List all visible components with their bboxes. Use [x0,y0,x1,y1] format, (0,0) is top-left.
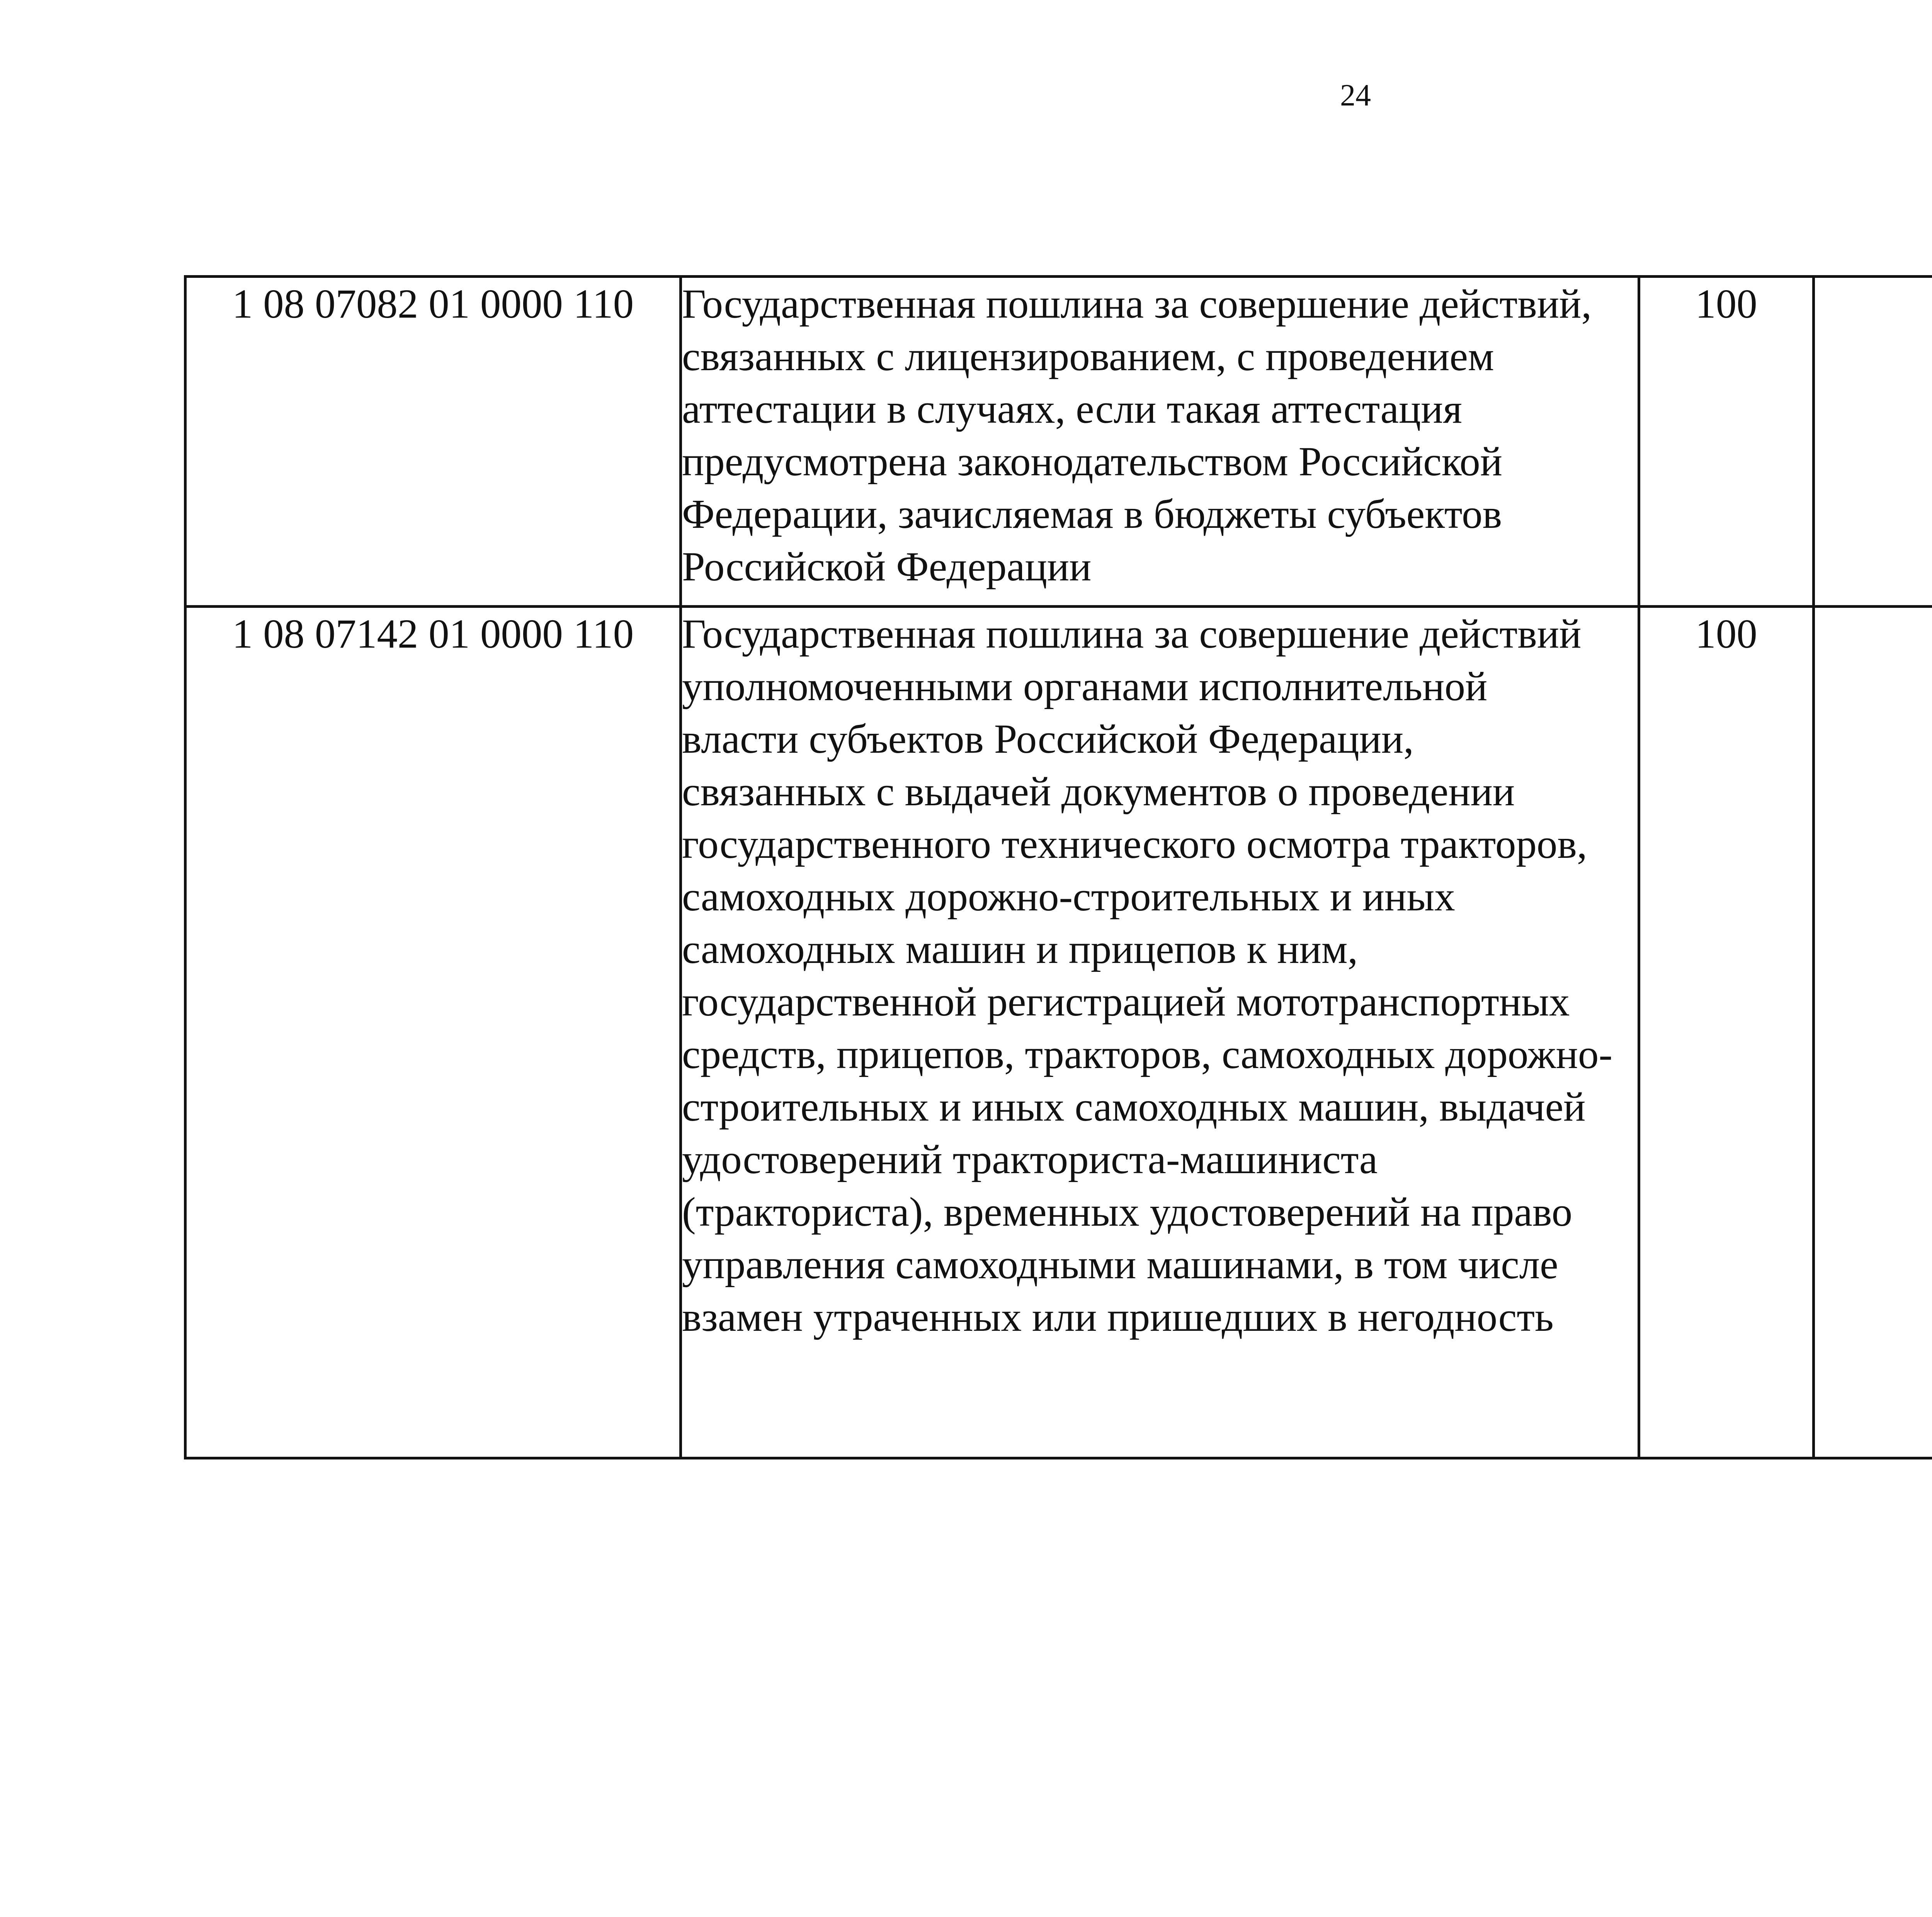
description-line: Государственная пошлина за совершение действий [682,611,1582,657]
description-line: Государственная пошлина за совершение действий, [682,281,1592,327]
description-line: строительных и иных самоходных машин, выдачей [682,1084,1586,1130]
budget-code-cell: 1 08 07082 01 0000 110 [185,277,681,607]
description-line: связанных с выдачей документов о проведении [682,769,1515,815]
description-line: (тракториста), временных удостоверений на право [682,1189,1573,1235]
description-line: Федерации, зачисляемая в бюджеты субъектов [682,492,1502,537]
description-line: удостоверений тракториста-машиниста [682,1137,1378,1182]
description-cell [681,277,1639,607]
value-cell: 100 [1639,277,1814,607]
description-line: самоходных машин и прицепов к ним, [682,927,1358,972]
description-line: государственного технического осмотра тракторов, [682,822,1587,867]
description-line: власти субъектов Российской Федерации, [682,716,1414,762]
description-line: связанных с лицензированием, с проведением [682,334,1494,379]
budget-code-cell: 1 08 07142 01 0000 110 [185,607,681,1458]
table-row [185,607,1932,1458]
description-cell [681,607,1639,1458]
empty-cell [1814,277,1932,607]
table-row [185,277,1932,607]
description-line: уполномоченными органами исполнительной [682,664,1488,709]
description-line: самоходных дорожно-строительных и иных [682,874,1455,920]
description-line: государственной регистрацией мототранспортных [682,979,1570,1025]
description-line: аттестации в случаях, если такая аттестация [682,386,1462,432]
description-line: предусмотрена законодательством Российской [682,439,1503,485]
page-number: 24 [1340,78,1371,112]
description-line: взамен утраченных или пришедших в негодность [682,1294,1554,1340]
description-line: средств, прицепов, тракторов, самоходных дорожно- [682,1032,1612,1077]
description-line: Российской Федерации [682,544,1092,590]
value-cell: 100 [1639,607,1814,1458]
empty-cell [1814,607,1932,1458]
revenue-table [184,275,1932,1459]
description-line: управления самоходными машинами, в том числе [682,1242,1558,1288]
